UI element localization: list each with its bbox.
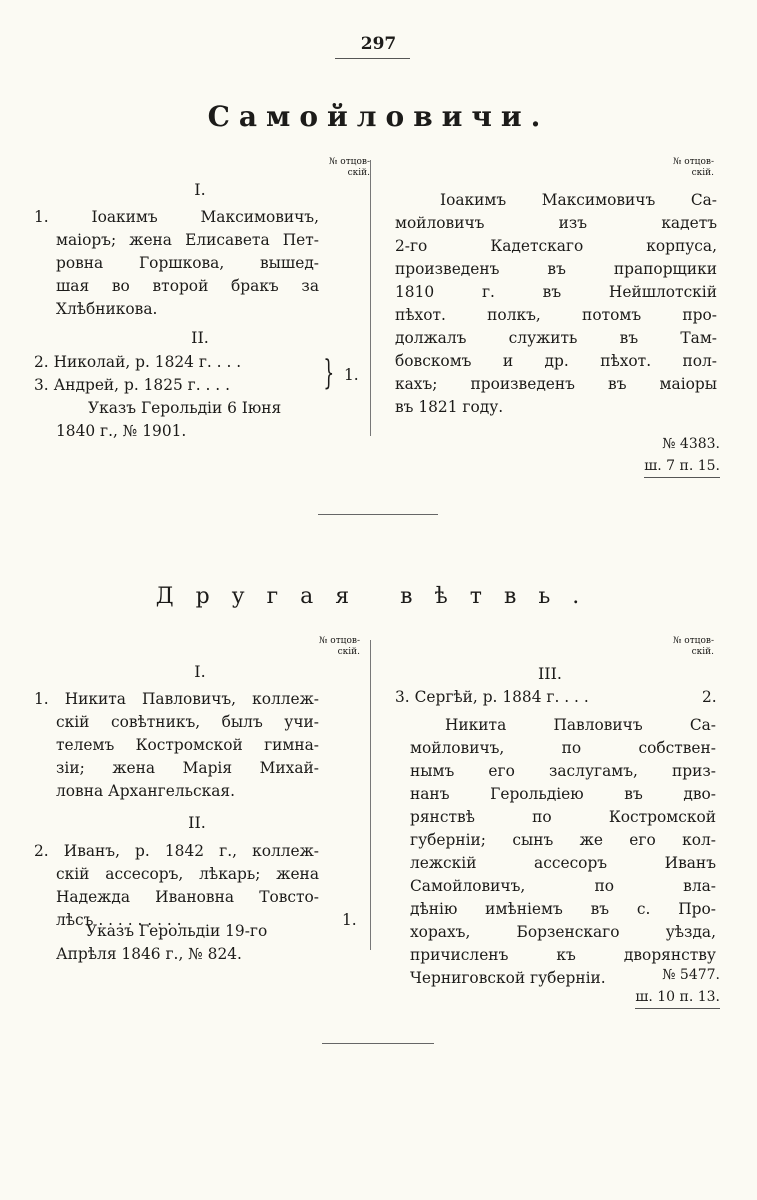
father-number: 2. — [702, 688, 717, 706]
column-header-right: № отцов- скій. — [672, 636, 714, 657]
generation-numeral: I. — [194, 180, 206, 199]
archive-reference: № 5477. ш. 10 п. 13. — [540, 964, 720, 1009]
generation-numeral: II. — [188, 813, 206, 832]
page-number: 297 — [360, 34, 397, 54]
header-rule — [335, 58, 410, 59]
father-number: 1. — [344, 366, 359, 384]
biographical-note: Никита Павловичъ Са- мойловичъ, по собствен- нымъ его заслугамъ, приз- нанъ Герольдіею въ дво- рянствѣ по Костромской губерніи; сынъ же его кол- лежскій ассесоръ Иванъ Самойловичъ, по вла- дѣнію имѣніемъ въ с. Про- хорахъ, Борзенскаго уѣзда, причисленъ къ дворянству Черниговской губерніи. — [410, 716, 716, 987]
column-header-left: № отцов- скій. — [328, 157, 370, 178]
archive-reference: № 4383. ш. 7 п. 15. — [540, 433, 720, 478]
generation-numeral: II. — [191, 328, 209, 347]
entry-bracket: } — [323, 353, 335, 393]
genealogy-entry: 2. Николай, р. 1824 г. . . . 3. Андрей, р. 1825 г. . . . — [34, 353, 242, 394]
column-header-left: № отцов- скій. — [318, 636, 360, 657]
genealogy-entry: 1. Никита Павловичъ, коллеж- скій совѣтникъ, былъ учи- телемъ Костромской гимна- зіи; жена Марія Михай- ловна Архангельская. — [34, 690, 319, 800]
genealogy-entry: 2. Иванъ, р. 1842 г., коллеж- скій ассесоръ, лѣкарь; жена Надежда Ивановна Товсто- лѣсъ . . . . . . . . . — [34, 842, 319, 929]
decree-reference: Указъ Герольдіи 6 Іюня 1840 г., № 1901. — [56, 399, 282, 440]
decree-reference: Указъ Герольдіи 19-го Апрѣля 1846 г., № 824. — [56, 922, 268, 963]
column-divider — [370, 160, 371, 436]
column-header-right: № отцов- скій. — [672, 157, 714, 178]
biographical-note: Іоакимъ Максимовичъ Са- мойловичъ изъ кадетъ 2-го Кадетскаго корпуса, произведенъ въ прапорщики 1810 г. въ Нейшлотскій пѣхот. полкъ, потомъ про- должалъ служить въ Там- бовскомъ и др. пѣхот. пол- кахъ; произведенъ въ маіоры въ 1821 году. — [395, 191, 717, 416]
generation-numeral: I. — [194, 662, 206, 681]
father-number: 1. — [342, 911, 357, 929]
section-rule — [322, 1043, 434, 1044]
genealogy-entry: 3. Сергѣй, р. 1884 г. . . . — [395, 688, 589, 706]
generation-numeral: III. — [537, 664, 563, 683]
branch-title: Другая вѣтвь. — [155, 584, 602, 609]
genealogy-entry: 1. Іоакимъ Максимовичъ, маіоръ; жена Елисавета Пет- ровна Горшкова, вышед- шая во второй бракъ за Хлѣбникова. — [34, 208, 319, 318]
section-rule — [318, 514, 438, 515]
family-title: Самойловичи. — [207, 100, 550, 133]
column-divider — [370, 640, 371, 950]
